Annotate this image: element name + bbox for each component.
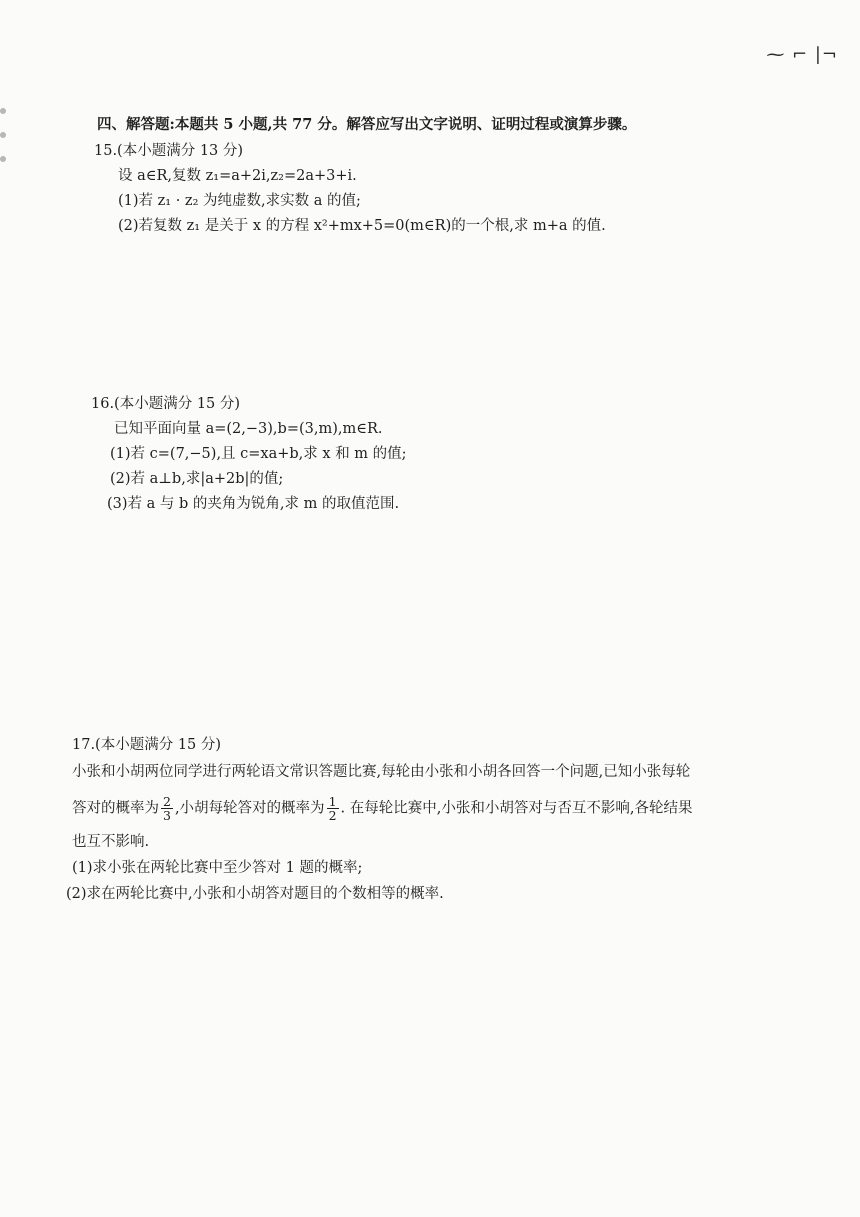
q17-part2: (2)求在两轮比赛中,小张和小胡答对题目的个数相等的概率. (66, 886, 444, 902)
q15-part1: (1)若 z₁ · z₂ 为纯虚数,求实数 a 的值; (118, 193, 361, 209)
fraction-one-half: $\frac{1}{2}$ (328, 794, 337, 823)
q16-title: 16.(本小题满分 15 分) (91, 396, 241, 412)
q17-title: 17.(本小题满分 15 分) (72, 737, 222, 753)
q15-part2: (2)若复数 z₁ 是关于 x 的方程 x²+mx+5=0(m∈R)的一个根,求 m+a 的值. (118, 218, 606, 234)
q17-stem-line1: 小张和小胡两位同学进行两轮语文常识答题比赛,每轮由小张和小胡各回答一个问题,已知小张每轮 (72, 764, 691, 780)
fraction-two-thirds: $\frac{2}{3}$ (163, 794, 171, 823)
q17-stem-line2-b: ,小胡每轮答对的概率为 (174, 800, 325, 817)
binding-edge-marks (0, 108, 14, 180)
q16-part2: (2)若 a⊥b,求|a+2b|的值; (110, 471, 284, 487)
q17-part1: (1)求小张在两轮比赛中至少答对 1 题的概率; (72, 860, 363, 876)
corner-scribble: ⁓ ⌐ |¬ (766, 44, 838, 65)
q17-stem-line2-a: 答对的概率为 (72, 800, 159, 817)
q17-stem-line2-c: . 在每轮比赛中,小张和小胡答对与否互不影响,各轮结果 (340, 800, 693, 817)
q15-title: 15.(本小题满分 13 分) (94, 143, 244, 159)
q17-stem-line2 (72, 795, 692, 822)
q16-part1: (1)若 c=(7,−5),且 c=xa+b,求 x 和 m 的值; (110, 446, 407, 462)
q16-part3: (3)若 a 与 b 的夹角为锐角,求 m 的取值范围. (107, 496, 400, 512)
q16-stem: 已知平面向量 a=(2,−3),b=(3,m),m∈R. (114, 421, 383, 437)
q15-stem: 设 a∈R,复数 z₁=a+2i,z₂=2a+3+i. (118, 168, 357, 184)
q17-stem-line3: 也互不影响. (72, 834, 150, 850)
section-header: 四、解答题:本题共 5 小题,共 77 分。解答应写出文字说明、证明过程或演算步骤。 (97, 116, 637, 133)
